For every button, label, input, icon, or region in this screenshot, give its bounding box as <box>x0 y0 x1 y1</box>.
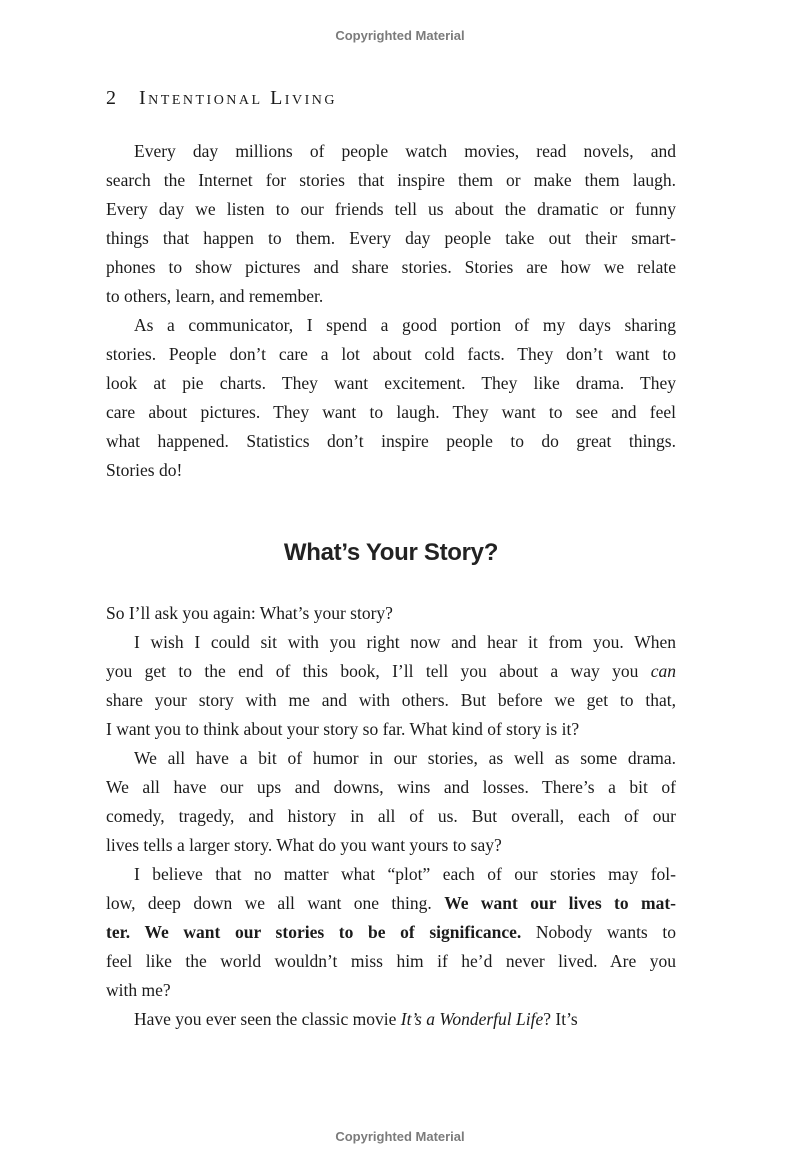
text-line <box>106 253 676 282</box>
text-line <box>106 599 676 628</box>
paragraph <box>106 311 676 485</box>
paragraphs-before-heading <box>106 137 676 485</box>
text-line <box>106 427 676 456</box>
body-text: share your story with me and with others. But before we get to that, <box>106 690 676 710</box>
text-line <box>106 282 676 311</box>
body-text: phones to show pictures and share stories. Stories are how we relate <box>106 257 676 277</box>
body-text: Every day millions of people watch movies, read novels, and <box>134 141 676 161</box>
text-line <box>106 195 676 224</box>
page-header <box>106 87 800 110</box>
text-line <box>106 773 676 802</box>
text-line <box>106 686 676 715</box>
bold-text: We want our lives to mat- <box>444 893 677 913</box>
body-text: I wish I could sit with you right now and hear it from you. When <box>134 632 676 652</box>
paragraph <box>106 860 676 1005</box>
body-text: stories. People don’t care a lot about cold facts. They don’t want to <box>106 344 676 364</box>
text-line <box>106 456 676 485</box>
text-line <box>106 224 676 253</box>
body-text: you get to the end of this book, I’ll tell you about a way you <box>106 661 651 681</box>
italic-text: It’s a Wonderful Life <box>400 1009 544 1029</box>
body-text: Stories do! <box>106 460 183 480</box>
copyright-notice-top: Copyrighted Material <box>335 28 465 43</box>
body-text: ? It’s <box>543 1009 578 1029</box>
text-line <box>106 628 676 657</box>
section-heading: What’s Your Story? <box>283 539 499 566</box>
body-text: what happened. Statistics don’t inspire people to do great things. <box>106 431 676 451</box>
page-number: 2 <box>106 87 116 109</box>
body-text: We all have our ups and downs, wins and losses. There’s a bit of <box>106 777 676 797</box>
body-text: We all have a bit of humor in our stories, as well as some drama. <box>134 748 676 768</box>
page-body <box>106 137 676 1034</box>
text-line <box>106 976 676 1005</box>
text-line <box>106 166 676 195</box>
text-line <box>106 1005 676 1034</box>
body-text: I want you to think about your story so far. What kind of story is it? <box>106 719 580 739</box>
body-text: care about pictures. They want to laugh. They want to see and feel <box>106 402 676 422</box>
body-text: look at pie charts. They want excitement. They like drama. They <box>106 373 676 393</box>
paragraphs-after-heading <box>106 599 676 1034</box>
body-text: Every day we listen to our friends tell us about the dramatic or funny <box>106 199 676 219</box>
body-text: things that happen to them. Every day people take out their smart- <box>106 228 676 248</box>
text-line <box>106 657 676 686</box>
text-line <box>106 398 676 427</box>
paragraph <box>106 1005 676 1034</box>
body-text: Have you ever seen the classic movie <box>134 1009 401 1029</box>
text-line <box>106 860 676 889</box>
body-text: low, deep down we all want one thing. <box>106 893 445 913</box>
text-line <box>106 137 676 166</box>
body-text: As a communicator, I spend a good portion of my days sharing <box>134 315 676 335</box>
running-head-title: Intentional Living <box>139 87 337 109</box>
body-text: Nobody wants to <box>521 922 676 942</box>
text-line <box>106 831 676 860</box>
body-text: to others, learn, and remember. <box>106 286 324 306</box>
copyright-notice-bottom: Copyrighted Material <box>335 1129 465 1144</box>
body-text: I believe that no matter what “plot” each of our stories may fol- <box>134 864 676 884</box>
body-text: lives tells a larger story. What do you want yours to say? <box>106 835 502 855</box>
text-line <box>106 715 676 744</box>
body-text: with me? <box>106 980 171 1000</box>
bold-text: ter. We want our stories to be of significance. <box>106 922 522 942</box>
text-line <box>106 918 676 947</box>
text-line <box>106 802 676 831</box>
body-text: comedy, tragedy, and history in all of us. But overall, each of our <box>106 806 676 826</box>
text-line <box>106 947 676 976</box>
text-line <box>106 369 676 398</box>
text-line <box>106 889 676 918</box>
text-line <box>106 340 676 369</box>
body-text: feel like the world wouldn’t miss him if he’d never lived. Are you <box>106 951 676 971</box>
paragraph <box>106 137 676 311</box>
text-line <box>106 744 676 773</box>
body-text: So I’ll ask you again: What’s your story? <box>106 603 393 623</box>
text-line <box>106 311 676 340</box>
italic-text: can <box>650 661 676 681</box>
paragraph <box>106 744 676 860</box>
body-text: search the Internet for stories that inspire them or make them laugh. <box>106 170 676 190</box>
paragraph <box>106 628 676 744</box>
paragraph <box>106 599 676 628</box>
